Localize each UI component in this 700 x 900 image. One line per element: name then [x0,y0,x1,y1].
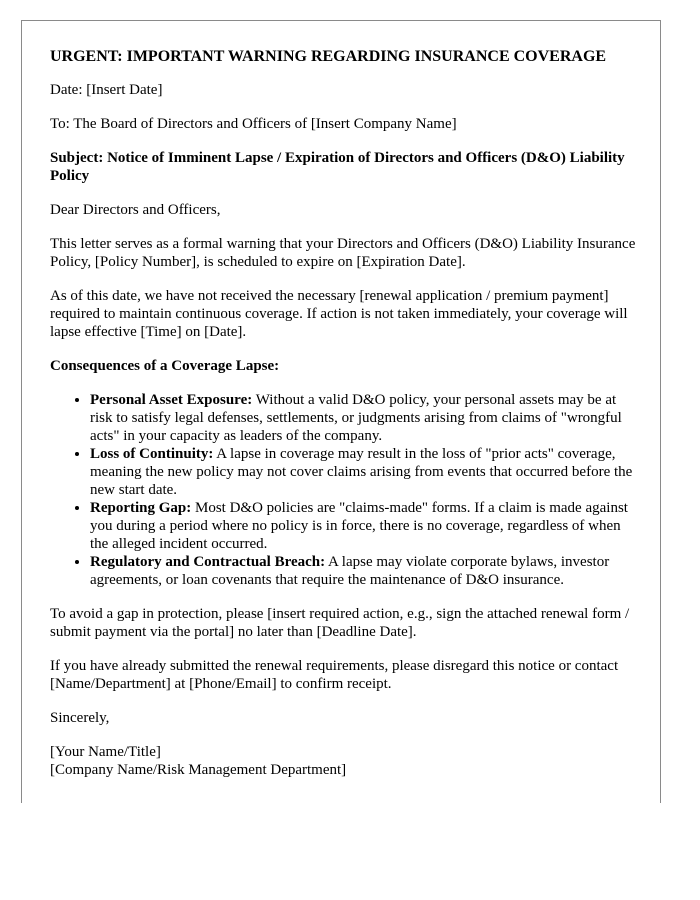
subject-line: Subject: Notice of Imminent Lapse / Expiration of Directors and Officers (D&O) Liability Policy [50,150,625,184]
letter-heading: URGENT: IMPORTANT WARNING REGARDING INSURANCE COVERAGE [50,48,607,65]
consequences-heading: Consequences of a Coverage Lapse: [50,358,280,374]
body-paragraph-4: If you have already submitted the renewal requirements, please disregard this notice or contact [Name/Department] at [Phone/Email] to confirm receipt. [50,658,619,692]
body-paragraph-2: As of this date, we have not received the necessary [renewal application / premium payment] required to maintain continuous coverage. If action is not taken immediately, your coverage will lapse effective [Time] on [Date]. [50,288,628,340]
signature-name: [Your Name/Title] [50,744,161,760]
list-item [90,391,640,445]
list-item-title: Loss of Continuity: [90,446,214,462]
list-item-text: Most D&O policies are "claims-made" forms. If a claim is made against you during a period where no policy is in force, there is no coverage, regardless of when the alleged incident occurred. [90,500,628,552]
letter-content [50,47,640,779]
letter-page [21,20,661,803]
closing: Sincerely, [50,710,110,726]
list-item-text: A lapse may violate corporate bylaws, investor agreements, or loan covenants that require the maintenance of D&O insurance. [90,554,610,588]
body-paragraph-1: This letter serves as a formal warning that your Directors and Officers (D&O) Liability Insurance Policy, [Policy Number], is scheduled to expire on [Expiration Date]. [50,236,636,270]
consequences-list [50,391,640,589]
list-item-title: Regulatory and Contractual Breach: [90,554,326,570]
list-item-text: A lapse in coverage may result in the loss of "prior acts" coverage, meaning the new policy may not cover claims arising from events that occurred before the new start date. [90,446,633,498]
list-item [90,445,640,499]
list-item-title: Reporting Gap: [90,500,192,516]
list-item [90,499,640,553]
list-item-text: Without a valid D&O policy, your personal assets may be at risk to satisfy legal defenses, settlements, or judgments arising from claims of "wrongful acts" in your capacity as leaders of the company. [90,392,622,444]
list-item-title: Personal Asset Exposure: [90,392,253,408]
signature-company: [Company Name/Risk Management Department] [50,762,347,778]
recipient-line: To: The Board of Directors and Officers of [Insert Company Name] [50,116,457,132]
list-item [90,553,640,589]
date-line: Date: [Insert Date] [50,82,163,98]
salutation: Dear Directors and Officers, [50,202,221,218]
body-paragraph-3: To avoid a gap in protection, please [insert required action, e.g., sign the attached renewal form / submit payment via the portal] no later than [Deadline Date]. [50,606,630,640]
